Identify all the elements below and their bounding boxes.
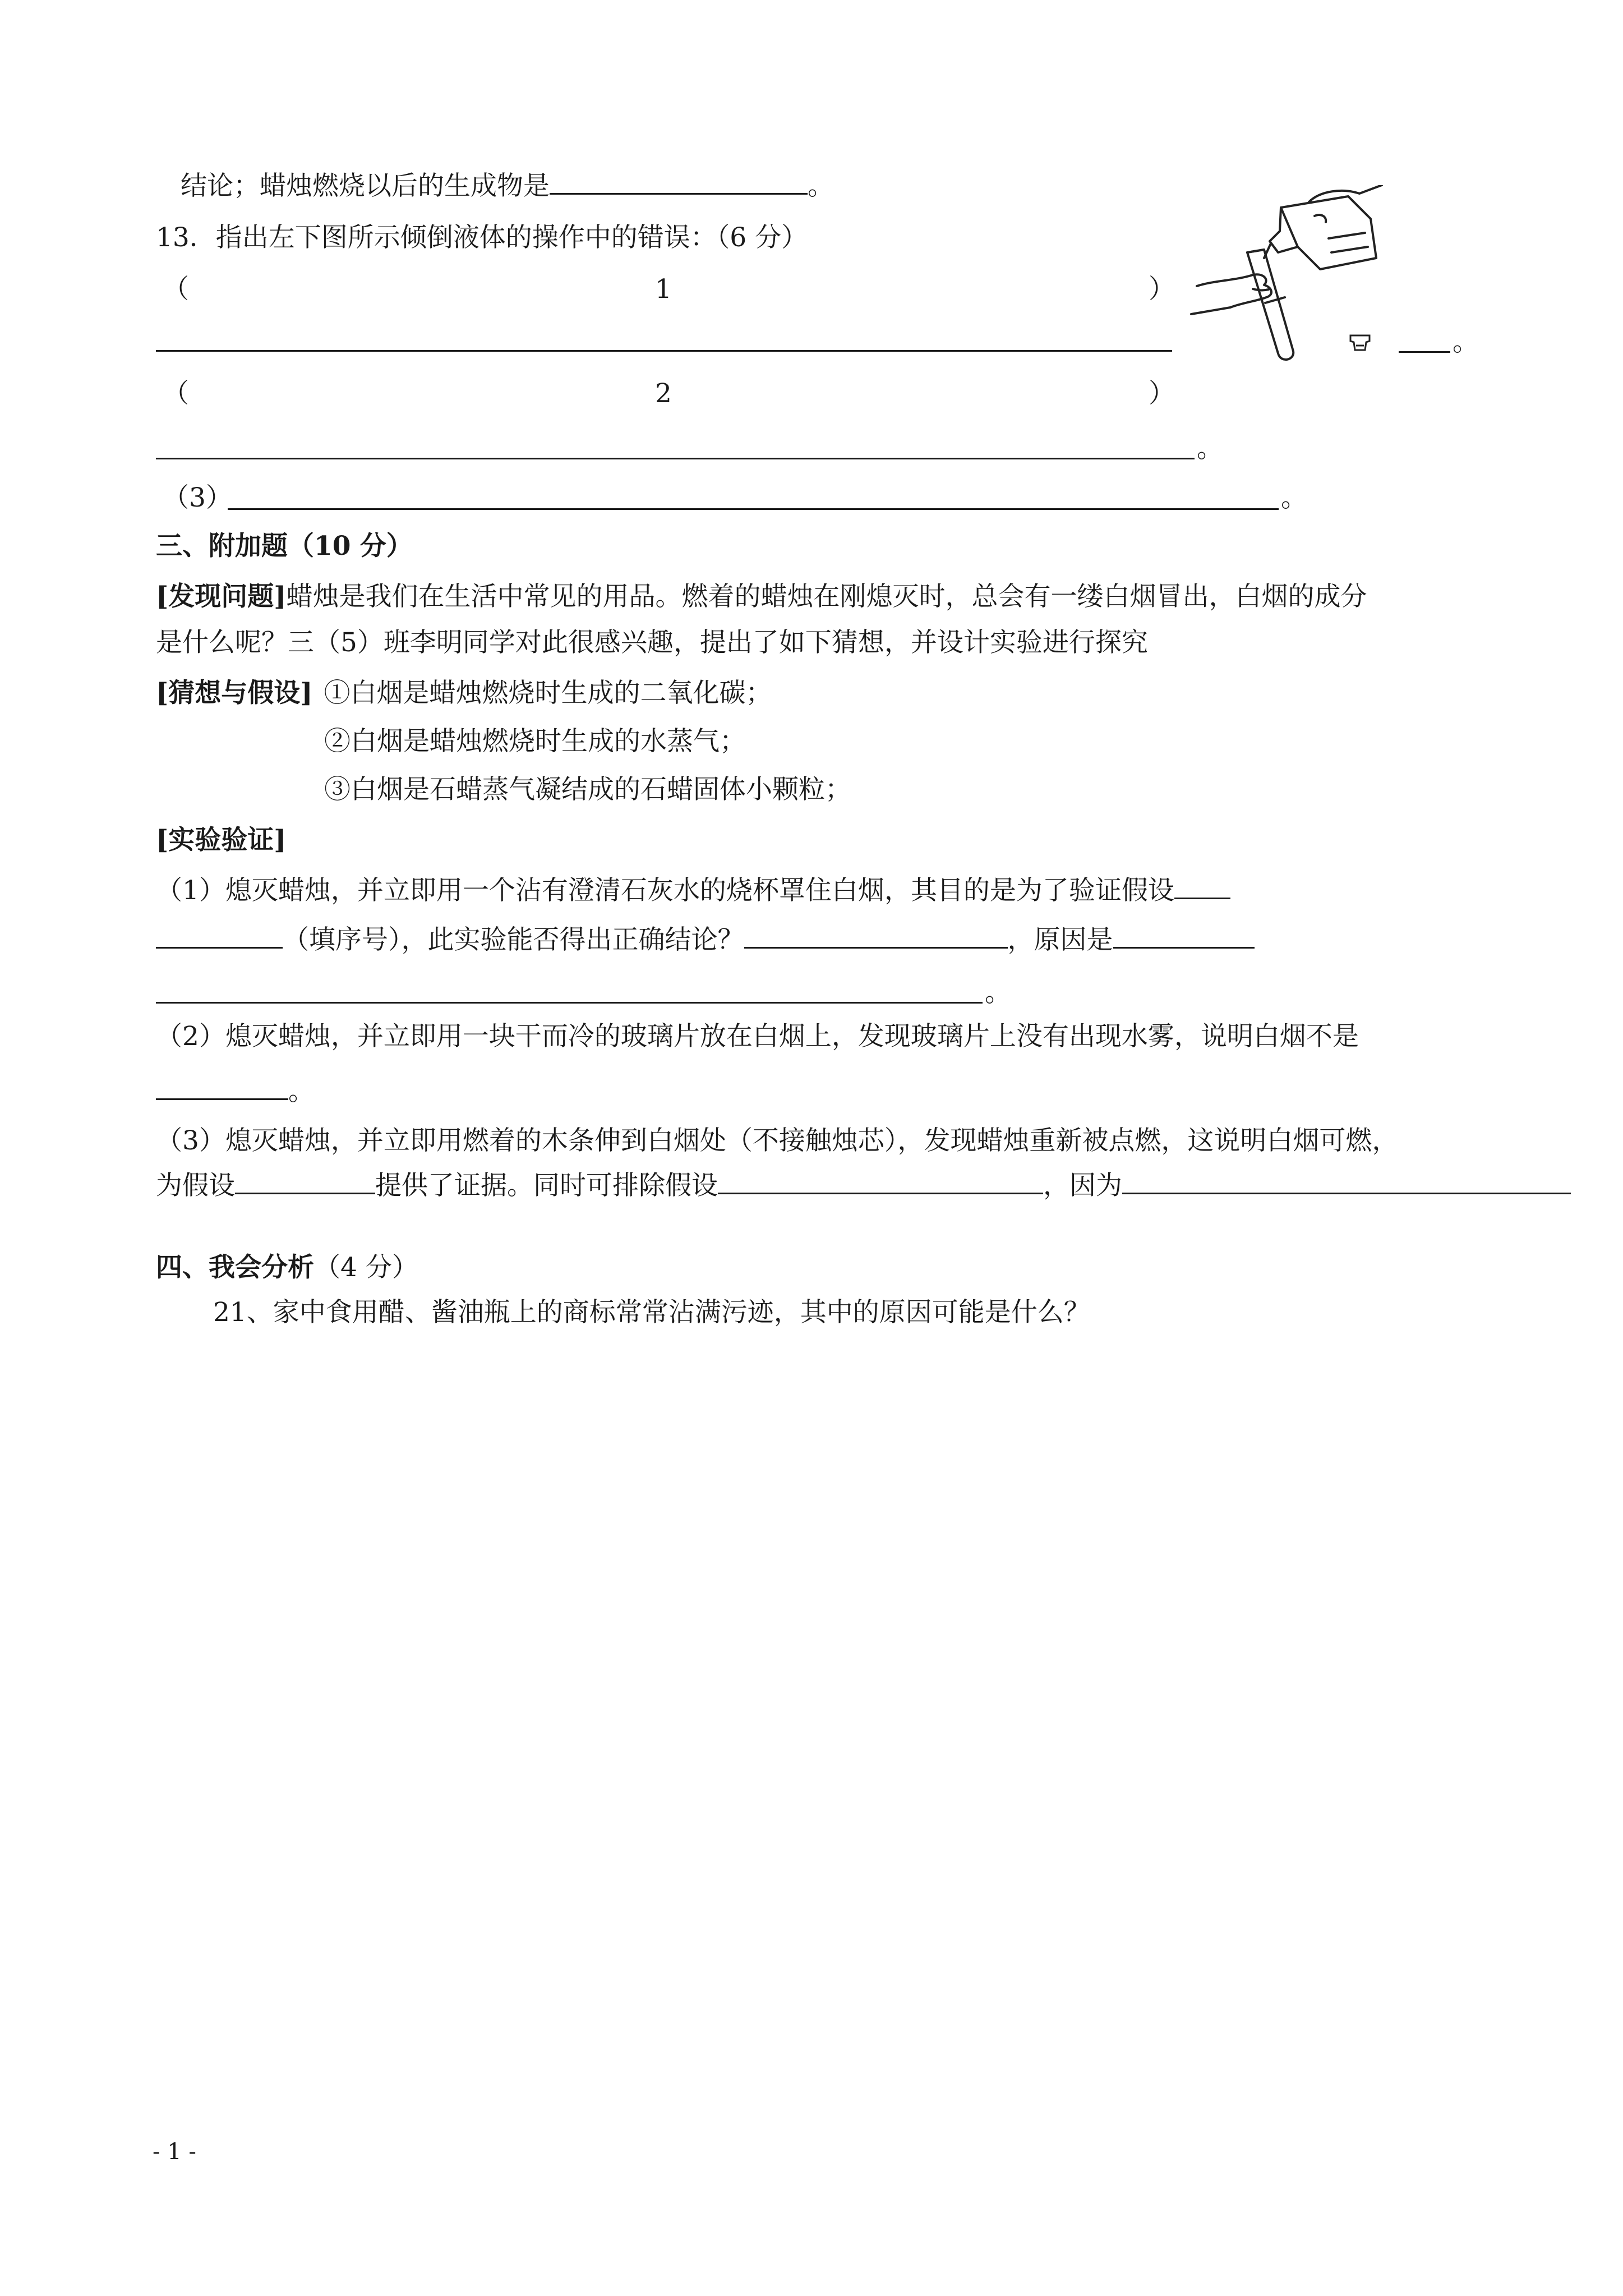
hypothesis-2: ②白烟是蜡烛燃烧时生成的水蒸气；	[324, 726, 746, 757]
experiment-2-period: 。	[288, 1076, 315, 1107]
hypothesis-line-1	[156, 677, 772, 710]
paren-close-2: ）	[1149, 378, 1175, 409]
experiment-1-answer-line[interactable]	[156, 1002, 983, 1004]
paren-close-1: ）	[1149, 274, 1175, 305]
question-21: 21、家中食用醋、酱油瓶上的商标常常沾满污迹，其中的原因可能是什么？	[213, 1297, 1090, 1328]
hypothesis-1: ①白烟是蜡烛燃烧时生成的二氧化碳；	[324, 678, 772, 708]
experiment-1-question: （填序号），此实验能否得出正确结论？	[283, 924, 744, 955]
discover-label: [发现问题]	[156, 581, 287, 612]
item-2-number: 2	[655, 378, 672, 409]
paren-open-2: （	[163, 378, 189, 409]
hypothesis-label: [猜想与假设]	[156, 678, 313, 708]
discover-line-2: 是什么呢？三（5）班李明同学对此很感兴趣，提出了如下猜想，并设计实验进行探究	[156, 627, 1148, 658]
experiment-3-prefix: 为假设	[156, 1170, 235, 1201]
section-4-title-line	[156, 1251, 418, 1285]
experiment-1-blank-c[interactable]	[744, 922, 1008, 949]
verify-label: [实验验证]	[156, 825, 287, 855]
answer-line-2[interactable]	[156, 458, 1195, 459]
section-4-title: 四、我会分析	[156, 1252, 314, 1283]
section-4-points: （4 分）	[314, 1252, 418, 1283]
experiment-1-line-1	[156, 873, 1230, 908]
experiment-1-reason-label: ，原因是	[1007, 924, 1113, 955]
experiment-3-blank-a[interactable]	[235, 1168, 375, 1194]
hypothesis-3: ③白烟是石蜡蒸气凝结成的石蜡固体小颗粒；	[324, 774, 851, 805]
experiment-3-blank-b[interactable]	[718, 1168, 1043, 1194]
page-number: - 1 -	[153, 2139, 196, 2165]
experiment-3-middle: 提供了证据。同时可排除假设	[375, 1170, 718, 1201]
item-1-number: 1	[655, 274, 672, 305]
experiment-3-blank-c[interactable]	[1122, 1168, 1571, 1194]
experiment-1-blank-b[interactable]	[156, 922, 283, 949]
experiment-3-line-2	[156, 1168, 1571, 1203]
answer-blank[interactable]	[550, 168, 808, 195]
pouring-liquid-illustration	[1180, 185, 1393, 365]
experiment-2-blank[interactable]	[156, 1074, 288, 1100]
conclusion-line	[181, 168, 834, 203]
experiment-1-period: 。	[985, 977, 1011, 1008]
stopper-answer-blank[interactable]	[1399, 351, 1450, 353]
answer-line-1[interactable]	[156, 350, 1172, 352]
experiment-2-line-2	[156, 1074, 315, 1108]
period: 。	[808, 171, 834, 201]
period-2: 。	[1197, 433, 1223, 464]
discover-line-1	[156, 580, 1367, 614]
experiment-3-text: （3）熄灭蜡烛，并立即用燃着的木条伸到白烟处（不接触烛芯），发现蜡烛重新被点燃，这说明白烟可燃，	[156, 1125, 1399, 1156]
answer-line-3[interactable]	[228, 508, 1279, 510]
question-13: 13．指出左下图所示倾倒液体的操作中的错误：（6 分）	[156, 222, 808, 253]
experiment-3-because: ，因为	[1043, 1170, 1122, 1201]
item-3-label: （3）	[163, 482, 232, 513]
experiment-1-blank-a[interactable]	[1174, 873, 1230, 899]
section-3-title: 三、附加题（10 分）	[156, 531, 413, 562]
experiment-1-text: （1）熄灭蜡烛，并立即用一个沾有澄清石灰水的烧杯罩住白烟，其目的是为了验证假设	[156, 875, 1174, 906]
paren-open-1: （	[163, 274, 189, 305]
experiment-2-text: （2）熄灭蜡烛，并立即用一块干而冷的玻璃片放在白烟上，发现玻璃片上没有出现水雾，说明白烟不是	[156, 1021, 1359, 1052]
discover-text: 蜡烛是我们在生活中常见的用品。燃着的蜡烛在刚熄灭时，总会有一缕白烟冒出，白烟的成分	[286, 581, 1367, 612]
period-3: 。	[1281, 482, 1307, 513]
stopper-period: 。	[1453, 326, 1479, 357]
conclusion-text: 结论；蜡烛燃烧以后的生成物是	[181, 171, 550, 201]
experiment-1-blank-d[interactable]	[1113, 922, 1255, 949]
experiment-1-line-2	[156, 922, 1255, 957]
